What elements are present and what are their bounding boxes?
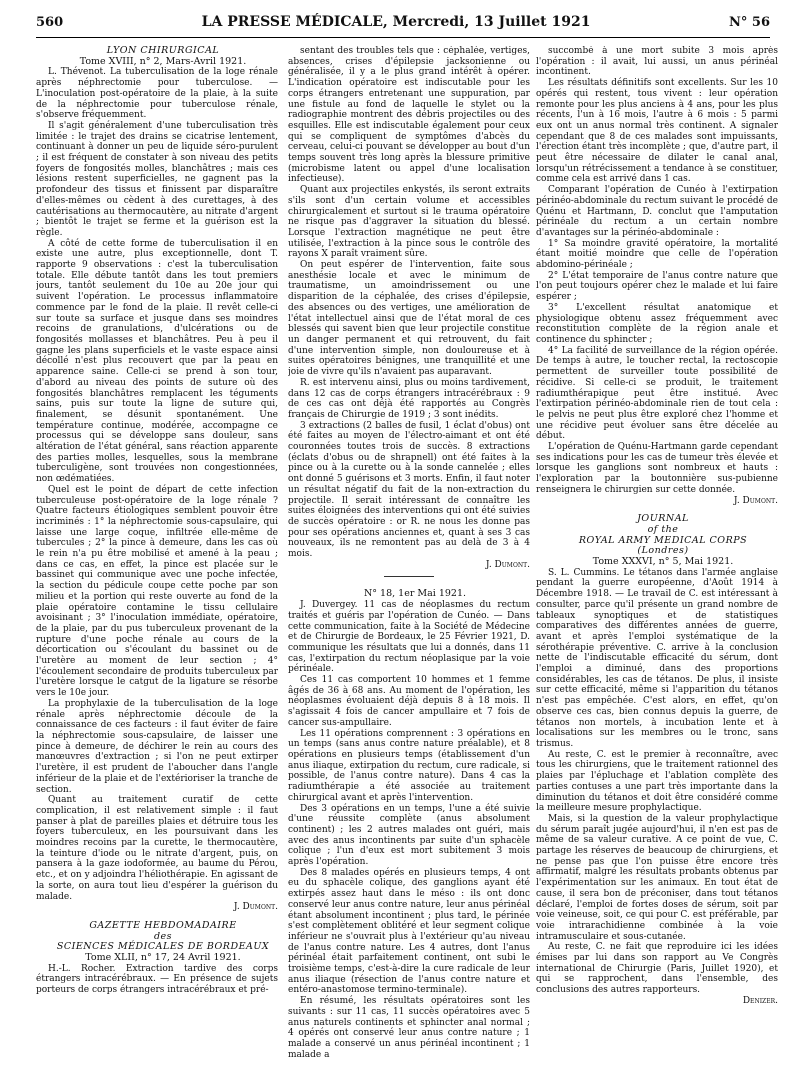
page-number: 560 <box>36 15 64 30</box>
journal-tome: Tome XVIII, n° 2, Mars-Avril 1921. <box>79 55 247 67</box>
article-paragraph: Il s'agit généralement d'une tuberculisation très limitée : le trajet des drains se cicatrise lentement, continuant à donner un peu de liquide séro-purulent ; il est fréquent de constater à son niveau des petits foyers de fongosités molles, blanchâtres ; mais ces lésions restent superficielles, ne gagnent pas la profondeur des tissus et finissent par disparaître d'elles-mêmes ou cèdent à des curettages, à des cautérisations au thermocautère, au nitrate d'argent ; bientôt le trajet se ferme et la guérison est la règle. <box>36 120 278 238</box>
author-signature: J. Dumont. <box>485 559 530 570</box>
article-paragraph: On peut espérer de l'intervention, faite sous anesthésie locale et avec le minimum de traumatisme, un amoindrissement ou une disparition de la céphalée, des crises d'épilepsie, des absences ou des vertiges, une amélioration de l'état intellectuel ainsi que de l'état moral de ces blessés qui savent bien que leur projectile constitue un danger permanent et qui retrouvent, du fait d'une intervention simple, non douloureuse et à suites opératoires bénignes, une tranquillité et une joie de vivre qu'ils n'avaient pas auparavant. <box>288 260 530 378</box>
article-paragraph: Quant au traitement curatif de cette complication, il est relativement simple : il faut panser à plat de pareilles plaies et détruire tous les foyers tuberculeux, en les poursuivant dans les moindres recoins par la curette, le thermocautère, la teinture d'iode ou le nitrate d'argent, puis, on pansera à la gaze iodoformée, au baume du Pérou, etc., et on y adjoindra l'héliothérapie. En agissant de la sorte, on aura tout lieu d'espérer la guérison du malade. <box>36 795 278 902</box>
article-paragraph: 3° L'excellent résultat anatomique et physiologique obtenu assez fréquemment avec reconstitution complète de la région anale et continence du sphincter ; <box>536 302 778 345</box>
article-paragraph: R. est intervenu ainsi, plus ou moins tardivement, dans 12 cas de corps étrangers intracérébraux : 9 de ces cas ont déjà été rapportés au Congrès français de Chirurgie de 1919 ; 3 sont inédits. <box>288 377 530 420</box>
journal-tome: Tome XLII, n° 17, 24 Avril 1921. <box>85 952 241 964</box>
author-signature: J. Dumont. <box>733 495 778 506</box>
journal-title: SCIENCES MÉDICALES DE BORDEAUX <box>56 941 270 953</box>
article-paragraph: La prophylaxie de la tuberculisation de la loge rénale après néphrectomie découle de la connaissance de ces facteurs : il faut éviter de faire la néphrectomie sous-capsulaire, de laisser une pince à demeure, de déchirer le rein au cours des manœuvres d'extraction ; si l'on ne peut extirper l'uretère, il est prudent de l'aboucher dans l'angle inférieur de la plaie et de l'extérioriser la tranche de section. <box>36 698 278 795</box>
article-paragraph: Des 8 malades opérés en plusieurs temps, 4 ont eu du sphacèle colique, des ganglions ayant été extirpés assez haut dans le méso : ils ont donc conservé leur anus contre nature, leur anus périnéal étant absolument incontinent ; plus tard, le périnée s'est complètement oblitéré et leur segment colique inférieur ne s'ouvrait plus à l'extérieur qu'au niveau de l'anus contre nature. Les 4 autres, dont l'anus périnéal était parfaitement continent, ont subi le troisième temps, c'est-à-dire la cure radicale de leur anus iliaque (résection de l'anus contre nature et entéro-anastomose termino-terminale). <box>288 867 530 996</box>
author-signature: J. Dumont. <box>233 902 278 913</box>
article-paragraph: 4° La facilité de surveillance de la région opérée. De temps à autre, le toucher rectal, la rectoscopie permettent de surveiller toute possibilité de récidive. Si celle-ci se produit, le traitement radiumthérapique peut être institué. Avec l'extirpation périnéo-abdominale rien de tout cela : le pelvis ne peut plus être exploré chez l'homme et une récidive peut évoluer sans être décelée au début. <box>536 345 778 442</box>
journal-title: of the <box>647 523 679 535</box>
article-paragraph: Au reste, C. ne fait que reproduire ici les idées émises par lui dans son rapport au Ve Congrès international de Chirurgie (Paris, Juillet 1920), et qui se rapprochent, dans l'ensemble, des conclusions des autres rapporteurs. <box>536 942 778 996</box>
journal-title: LYON CHIRURGICAL <box>106 46 220 56</box>
article-paragraph: Au reste, C. est le premier à reconnaître, avec tous les chirurgiens, que le traitement rationnel des plaies par l'épluchage et l'ablation complète des parties contuses a une part très importante dans la diminution du tétanos et doit être considéré comme la meilleure mesure prophylactique. <box>536 749 778 814</box>
article-paragraph: Ces 11 cas comportent 10 hommes et 1 femme âgés de 36 à 68 ans. Au moment de l'opération, les néoplasmes évoluaient déjà depuis 8 à 18 mois. Il s'agissait 4 fois de cancer ampullaire et 7 fois de cancer sus-ampullaire. <box>288 675 530 728</box>
article-paragraph: Les 11 opérations comprennent : 3 opérations en un temps (sans anus contre nature préalable), et 8 opérations en plusieurs temps (établissement d'un anus iliaque, extirpation du rectum, cure radicale, si possible, de l'anus contre nature). Dans 4 cas la radiumthérapie a été associée au traitement chirurgical avant et après l'intervention. <box>288 728 530 803</box>
article-paragraph: J. Duvergey. 11 cas de néoplasmes du rectum traités et guéris par l'opération de Cunéo. — Dans cette communication, faite à la Société de Médecine et de Chirurgie de Bordeaux, le 25 Février 1921, D. communique les résultats que lui a donnés, dans 11 cas, l'extirpation du rectum néoplasique par la voie périnéale. <box>288 600 530 675</box>
page-header <box>36 14 770 34</box>
section-divider <box>384 576 434 577</box>
article-paragraph: 2° L'état temporaire de l'anus contre nature que l'on peut toujours opérer chez le malade et lui faire espérer ; <box>536 270 778 303</box>
journal-title: (Londres) <box>637 545 689 557</box>
article-paragraph: succombé à une mort subite 3 mois après l'opération : il avait, lui aussi, un anus périnéal incontinent. <box>536 46 778 78</box>
article-paragraph: A côté de cette forme de tuberculisation il en existe une autre, plus exceptionnelle, dont T. rapporte 9 observations : c'est la tuberculisation totale. Elle débute tantôt dans les tout premiers jours, tantôt seulement du 10e au 20e jour qui suivent l'opération. Le processus inflammatoire commence par le fond de la plaie. Il revêt celle-ci sur toute sa surface et jusque dans ses moindres recoins de granulations, d'ulcérations ou de fongosités mollasses et blanchâtres. Peu à peu il gagne les plans superficiels et le vaste espace ainsi décollé n'est plus recouvert que par la peau en apparence saine. Celle-ci se prend à son tour, d'abord au niveau des points de suture où des fongosités blanchâtres remplacent les téguments sains, puis sur toute la ligne de suture qui, finalement, se désunit spontanément. Une température continue, modérée, accompagne ce processus qui se développe sans douleur, sans altération de l'état général, sans réaction apparente des parties molles, lesquelles, sous la membrane tuberculigène, sont trouvées non congestionnées, non œdématiées. <box>36 238 278 485</box>
column-1 <box>36 46 278 1074</box>
header-rule <box>36 37 770 38</box>
article-paragraph: 1° Sa moindre gravité opératoire, la mortalité étant moitié moindre que celle de l'opération abdomino-périnéale ; <box>536 238 778 271</box>
journal-tome: Tome XXXVI, n° 5, Mai 1921. <box>592 556 734 568</box>
author-signature: Denizer. <box>742 995 778 1006</box>
article-paragraph: Des 3 opérations en un temps, l'une a été suivie d'une réussite complète (anus absolument continent) ; les 2 autres malades ont guéri, mais avec des anus incontinents par suite d'un sphacèle colique ; l'un d'eux est mort subitement 3 mois après l'opération. <box>288 803 530 868</box>
journal-title: des <box>153 930 173 942</box>
journal-title: GAZETTE HEBDOMADAIRE <box>89 919 237 931</box>
journal-title: JOURNAL <box>637 513 689 525</box>
issue-number: N° 56 <box>728 15 770 30</box>
journal-running-title: LA PRESSE MÉDICALE, Mercredi, 13 Juillet 1921 <box>201 14 591 30</box>
article-paragraph: Mais, si la question de la valeur prophylactique du sérum paraît jugée aujourd'hui, il n'en est pas de même de sa valeur curative. A ce point de vue, C. partage les réserves de beaucoup de chirurgiens, et ne pense pas que l'on puisse être encore très affirmatif, malgré les résultats probants obtenus par l'expérimentation sur les animaux. En tout état de cause, il sera bon de préconiser, dans tout tétanos déclaré, l'emploi de fortes doses de sérum, soit par voie veineuse, soit, ce qui pour C. est préférable, par voie intrarachidienne combinée à la voie intramusculaire et sous-cutanée. <box>536 813 778 942</box>
article-paragraph: L'opération de Quénu-Hartmann garde cependant ses indications pour les cas de tumeur très élevée et lorsque les ganglions sont nombreux et hauts : l'exploration par la boutonnière sus-pubienne renseignera le chirurgien sur cette donnée. <box>536 442 778 495</box>
journal-tome: N° 18, 1er Mai 1921. <box>363 588 467 600</box>
article-paragraph: Comparant l'opération de Cunéo à l'extirpation périnéo-abdominale du rectum suivant le procédé de Quénu et Hartmann, D. conclut que l'amputation périnéale du rectum a un certain nombre d'avantages sur la périnéo-abdominale : <box>536 185 778 238</box>
article-paragraph: Quel est le point de départ de cette infection tuberculeuse post-opératoire de la loge rénale ? Quatre facteurs étiologiques semblent pouvoir être incriminés : 1° la néphrectomie sous-capsulaire, qui laisse une large coque, infiltrée elle-même de tubercules ; 2° la pince à demeure, dans les cas où le rein n'a pu être mobilisé et amené à la peau ; dans ce cas, en effet, la pince est placée sur le bassinet qui communique avec une poche infectée, la section du pédicule coupe cette poche par son milieu et la portion qui reste ouverte au fond de la plaie opératoire contamine le tissu cellulaire avoisinant ; 3° l'inoculation immédiate, opératoire, de la plaie, par du pus tuberculeux provenant de la rupture d'une poche rénale au cours de la décortication ou s'écoulant du bassinet ou de l'uretère au moment de leur section ; 4° l'écoulement secondaire de produits tuberculeux par l'uretère lorsque le catgut de la ligature se résorbe vers le 10e jour. <box>36 484 278 699</box>
article-paragraph: sentant des troubles tels que : céphalée, vertiges, absences, crises d'épilepsie jacksonienne ou généralisée, il y a le plus grand intérêt à opérer. L'indication opératoire est indiscutable pour les corps étrangers entretenant une suppuration, par une fistule au fond de laquelle le stylet ou la radiographie montrent des débris projectiles ou des esquilles. Elle est indiscutable également pour ceux qui se compliquent de symptômes d'abcès du cerveau, celui-ci pouvant se développer au bout d'un temps souvent très long après la blessure primitive (microbisme latent ou appel d'une localisation infectieuse). <box>288 46 530 185</box>
article-paragraph: Les résultats définitifs sont excellents. Sur les 10 opérés qui restent, tous vivent : leur opération remonte pour les plus anciens à 4 ans, pour les plus récents, l'un à 16 mois, l'autre à 6 mois : 5 parmi eux ont un anus normal très continent. A signaler cependant que 8 de ces malades sont impuissants, l'érection étant très incomplète ; que, d'autre part, il peut être nécessaire de dilater le canal anal, lorsqu'un rétrécissement a tendance à se constituer, comme cela est arrivé dans 1 cas. <box>536 78 778 185</box>
column-2 <box>288 46 530 1074</box>
article-paragraph: 3 extractions (2 balles de fusil, 1 éclat d'obus) ont été faites au moyen de l'électro-aimant et ont été couronnées toutes trois de succès. 8 extractions (éclats d'obus ou de shrapnell) ont été faites à la pince ou à la curette ou à la sonde cannelée ; elles ont donné 5 guérisons et 3 morts. Enfin, il faut noter un résultat négatif du fait de la non-extraction du projectile. Il serait intéressant de connaître les suites éloignées des interventions qui ont été suivies de succès opératoire : or R. ne nous les donne pas pour ses opérations anciennes et, quant à ses 3 cas nouveaux, ils ne remontent pas au delà de 3 à 4 mois. <box>288 420 530 560</box>
article-paragraph: L. Thévenot. La tuberculisation de la loge rénale après néphrectomie pour tuberculose. — L'inoculation post-opératoire de la plaie, à la suite de la néphrectomie pour tuberculose rénale, s'observe fréquemment. <box>36 67 278 121</box>
journal-title: ROYAL ARMY MEDICAL CORPS <box>578 534 748 546</box>
article-paragraph: En résumé, les résultats opératoires sont les suivants : sur 11 cas, 11 succès opératoires avec 5 anus naturels continents et sphincter anal normal ; 4 opérés ont conservé leur anus contre nature ; 1 malade a conservé un anus périnéal incontinent ; 1 malade a <box>288 996 530 1060</box>
article-paragraph: S. L. Cummins. Le tétanos dans l'armée anglaise pendant la guerre européenne, d'Août 1914 à Décembre 1918. — Le travail de C. est intéressant à consulter, parce qu'il présente un grand nombre de tableaux synoptiques et de statistiques comparatives des différentes années de guerre, avant et après l'emploi systématique de la sérothérapie préventive. C. arrive à la conclusion nette de l'indiscutable efficacité du sérum, dont l'emploi a diminué, dans des proportions considérables, les cas de tétanos. De plus, il insiste sur cette efficacité, même si l'apparition du tétanos n'est pas empêchée. C'est alors, en effet, qu'on observe ces cas, bien connus depuis la guerre, de tétanos non mortels, à incubation lente et à localisations sur les membres ou le tronc, sans trismus. <box>536 567 778 749</box>
article-paragraph: H.-L. Rocher. Extraction tardive des corps étrangers intracérébraux. — En présence de sujets porteurs de corps étrangers intracérébraux et pré- <box>36 963 278 996</box>
article-paragraph: Quant aux projectiles enkystés, ils seront extraits s'ils sont d'un certain volume et accessibles chirurgicalement et surtout si le trauma opératoire ne risque pas d'aggraver la situation du blessé. Lorsque l'extraction magnétique ne peut être utilisée, l'extraction à la pince sous le contrôle des rayons X paraît vraiment sûre. <box>288 185 530 260</box>
column-3 <box>536 46 778 1074</box>
